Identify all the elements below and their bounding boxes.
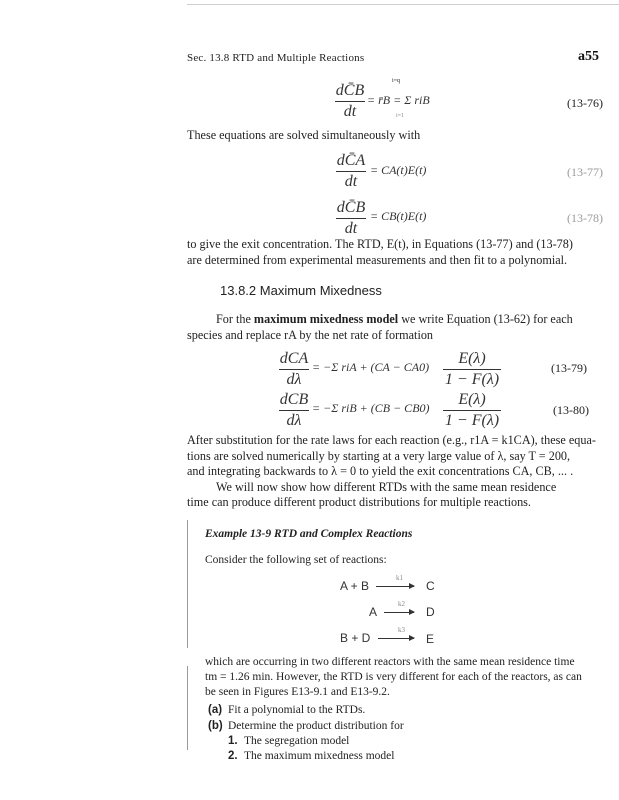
eq-13-80-lhs-num: dCB: [279, 391, 309, 408]
example-para-line-1: which are occurring in two different reactors with the same mean residence time: [205, 656, 575, 668]
eq-13-79-frac-num: E(λ): [458, 350, 486, 367]
example-intro: Consider the following set of reactions:: [205, 554, 387, 566]
eq-13-76-lhs-num: dC̄B: [335, 82, 365, 99]
eq-13-78-lhs: [336, 199, 366, 238]
subitem-1-marker: 1.: [228, 735, 238, 747]
fraction-bar: [443, 410, 501, 411]
eq-13-79-lhs: [279, 350, 309, 389]
p3-text: we write Equation (13-62) for each: [398, 312, 573, 326]
eq-13-80-number: (13-80): [553, 403, 589, 417]
subitem-1-text: The segregation model: [244, 735, 350, 747]
eq-13-78-rhs: = CB(t)E(t): [370, 209, 427, 223]
paragraph-2-line-2: are determined from experimental measurements and then fit to a polynomial.: [187, 253, 568, 267]
eq-13-79-number: (13-79): [551, 361, 587, 375]
eq-13-76-rhs: = r̄B = Σ riB: [367, 93, 430, 107]
eq-13-77-lhs: [336, 152, 366, 191]
p3-bold-term: maximum mixedness model: [253, 312, 399, 326]
reaction-1-rate-constant: k1: [396, 574, 403, 582]
reaction-3-arrow: [378, 638, 414, 639]
item-a-text: Fit a polynomial to the RTDs.: [228, 704, 366, 716]
item-a-marker: (a): [208, 704, 223, 716]
paragraph-5-line-1: We will now show how different RTDs with the same mean residence: [216, 480, 557, 494]
item-a-label: [208, 704, 222, 716]
eq-13-79-lhs-num: dCA: [279, 350, 309, 367]
paragraph-3-line-1: [216, 312, 573, 328]
item-b-marker: (b): [208, 720, 223, 732]
reaction-1-left: A + B: [340, 579, 370, 593]
example-para-line-3: be seen in Figures E13-9.1 and E13-9.2.: [205, 686, 390, 698]
eq-13-76-sum-bottom: i=1: [396, 113, 405, 119]
eq-13-78-number: (13-78): [567, 211, 603, 225]
eq-13-76-lhs-den: dt: [343, 103, 357, 120]
eq-13-76-number: (13-76): [567, 96, 603, 110]
eq-13-80-rhs: = −Σ riB + (CB − CB0): [312, 401, 430, 415]
subitem-2-text: The maximum mixedness model: [244, 750, 395, 762]
eq-13-76-sum-top: i=q: [392, 78, 401, 84]
reaction-3-left: B + D: [340, 631, 371, 645]
reaction-2-right: D: [426, 605, 435, 619]
fraction-bar: [336, 218, 366, 219]
header-rule: [187, 4, 619, 5]
reaction-2-arrow: [384, 612, 414, 613]
eq-13-77-lhs-num: dC̄A: [336, 152, 366, 169]
eq-13-79-lhs-den: dλ: [286, 371, 302, 388]
item-b-label: [208, 720, 223, 732]
running-header: Sec. 13.8 RTD and Multiple Reactions: [187, 52, 365, 64]
eq-13-77-rhs: = CA(t)E(t): [370, 163, 427, 177]
paragraph-4-line-2: tions are solved numerically by starting at a very large value of λ, say T = 200,: [187, 449, 571, 463]
eq-13-80-frac: [443, 391, 501, 430]
subitem-2-label: [228, 750, 238, 762]
eq-13-80-lhs-den: dλ: [286, 412, 302, 429]
example-para-line-2: tm = 1.26 min. However, the RTD is very different for each of the reactors, as can: [205, 671, 582, 683]
reaction-2-left: A: [369, 605, 378, 619]
p3-text: For the: [216, 312, 254, 326]
subitem-1-label: [228, 735, 238, 747]
eq-13-79-frac: [443, 350, 501, 389]
eq-13-76-lhs: [335, 82, 365, 121]
paragraph-1: These equations are solved simultaneously with: [187, 128, 421, 142]
eq-13-78-lhs-den: dt: [344, 220, 358, 237]
section-heading: 13.8.2 Maximum Mixedness: [220, 283, 382, 298]
item-b-text: Determine the product distribution for: [228, 720, 404, 732]
eq-13-80-frac-num: E(λ): [458, 391, 486, 408]
paragraph-5-line-2: time can produce different product distributions for multiple reactions.: [187, 495, 531, 509]
example-title: Example 13-9 RTD and Complex Reactions: [205, 528, 413, 540]
fraction-bar: [443, 369, 501, 370]
reaction-3-rate-constant: k3: [398, 626, 405, 634]
reaction-2-rate-constant: k2: [398, 600, 405, 608]
eq-13-78-lhs-num: dC̄B: [336, 199, 366, 216]
eq-13-77-lhs-den: dt: [344, 173, 358, 190]
reaction-1-arrow: [376, 586, 414, 587]
eq-13-80-lhs: [279, 391, 309, 430]
reaction-1-right: C: [426, 579, 435, 593]
paragraph-2-line-1: to give the exit concentration. The RTD, E(t), in Equations (13-77) and (13-78): [187, 237, 573, 251]
example-left-rule-lower: [187, 666, 188, 750]
fraction-bar: [279, 410, 309, 411]
fraction-bar: [335, 101, 365, 102]
eq-13-79-rhs: = −Σ riA + (CA − CA0): [312, 360, 430, 374]
eq-13-77-number: (13-77): [567, 165, 603, 179]
fraction-bar: [336, 171, 366, 172]
page-number: a55: [578, 49, 599, 64]
reaction-3-right: E: [426, 632, 435, 646]
paragraph-4-line-1: After substitution for the rate laws for each reaction (e.g., r1A = k1CA), these equa-: [187, 433, 596, 447]
paragraph-4-line-3: and integrating backwards to λ = 0 to yield the exit concentrations CA, CB, ... .: [187, 464, 574, 478]
fraction-bar: [279, 369, 309, 370]
paragraph-3-line-2: species and replace rA by the net rate of formation: [187, 328, 434, 342]
eq-13-80-frac-den: 1 − F(λ): [444, 412, 500, 429]
eq-13-79-frac-den: 1 − F(λ): [444, 371, 500, 388]
example-left-rule: [187, 520, 188, 648]
subitem-2-marker: 2.: [228, 750, 238, 762]
